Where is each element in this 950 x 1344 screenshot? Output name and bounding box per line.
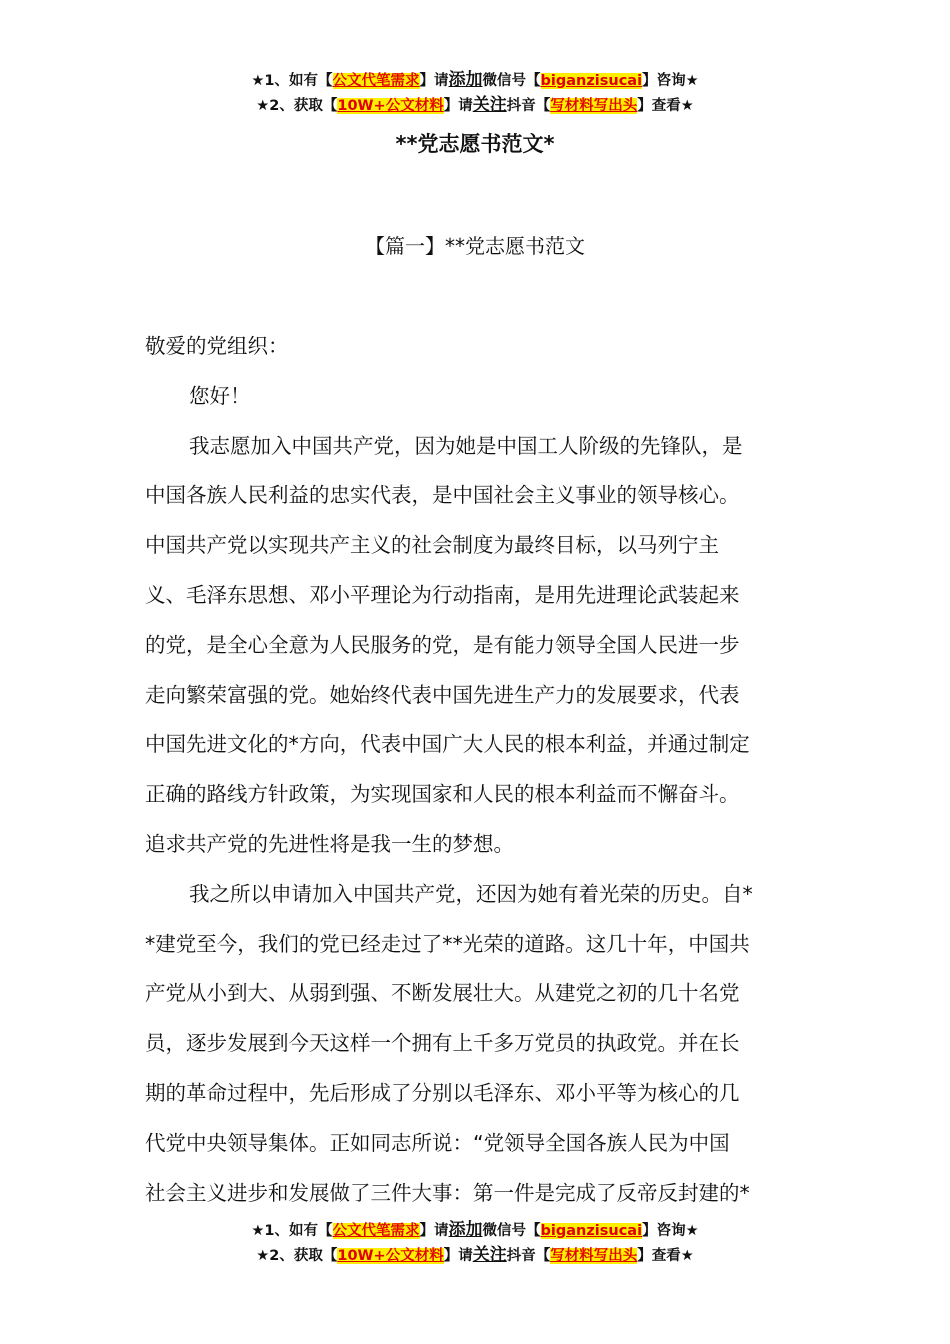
promo-emphasis: 添加 [448,1220,483,1240]
body-line: 追求共产党的先进性将是我一生的梦想。 [145,831,514,856]
body-line: 代党中央领导集体。正如同志所说：“党领导全国各族人民为中国 [145,1130,730,1155]
body-line: 社会主义进步和发展做了三件大事：第一件是完成了反帝反封建的* [145,1180,750,1205]
promo-highlight: 10W+公文材料 [337,98,444,114]
greeting: 您好！ [189,383,251,408]
body-line: 中国共产党以实现共产主义的社会制度为最终目标，以马列宁主 [145,533,719,558]
promo-highlight: 公文代笔需求 [332,1223,420,1239]
promo-text: 微信号【 [482,1223,541,1239]
body-line: 我之所以申请加入中国共产党，还因为她有着光荣的历史。自* [189,881,753,906]
promo-line-2 [0,1243,950,1268]
promo-text: ★2、获取【 [256,1248,338,1264]
promo-text: 】请 [419,1223,449,1239]
body-line: 期的革命过程中，先后形成了分别以毛泽东、邓小平等为核心的几 [145,1080,740,1105]
salutation: 敬爱的党组织： [145,334,289,358]
body-line: 中国先进文化的*方向，代表中国广大人民的根本利益，并通过制定 [145,732,750,757]
promo-text: ★2、获取【 [256,98,338,114]
promo-highlight: 写材料写出头 [550,1248,638,1264]
promo-line-1 [0,68,950,93]
promo-text: 抖音【 [506,98,551,114]
promo-emphasis: 关注 [472,95,507,115]
promo-emphasis: 关注 [472,1245,507,1265]
promo-highlight: biganzisucai [540,1223,643,1239]
promo-highlight: 公文代笔需求 [332,73,420,89]
promo-text: 】请 [443,98,473,114]
body-line: 走向繁荣富强的党。她始终代表中国先进生产力的发展要求，代表 [145,682,740,707]
promo-text: ★1、如有【 [251,73,333,89]
document-title: **党志愿书范文* [395,132,555,156]
body-line: *建党至今，我们的党已经走过了**光荣的道路。这几十年，中国共 [145,931,750,956]
promo-line-1 [0,1218,950,1243]
promo-highlight: 写材料写出头 [550,98,638,114]
promo-text: 】请 [443,1248,473,1264]
promo-text: 】查看★ [637,1248,694,1264]
body-line: 员，逐步发展到今天这样一个拥有上千多万党员的执政党。并在长 [145,1031,740,1056]
top-promo-banner [0,68,950,118]
promo-highlight: 10W+公文材料 [337,1248,444,1264]
body-line: 产党从小到大、从弱到强、不断发展壮大。从建党之初的几十名党 [145,981,740,1006]
promo-text: 微信号【 [482,73,541,89]
body-line: 义、毛泽东思想、邓小平理论为行动指南，是用先进理论武装起来 [145,582,740,607]
promo-text: 】咨询★ [642,73,699,89]
body-line: 中国各族人民利益的忠实代表，是中国社会主义事业的领导核心。 [145,483,740,508]
body-line: 我志愿加入中国共产党，因为她是中国工人阶级的先锋队，是 [189,433,743,458]
promo-highlight: biganzisucai [540,73,643,89]
promo-text: ★1、如有【 [251,1223,333,1239]
promo-line-2 [0,93,950,118]
promo-text: 】请 [419,73,449,89]
body-line: 的党，是全心全意为人民服务的党，是有能力领导全国人民进一步 [145,632,740,657]
promo-text: 】查看★ [637,98,694,114]
section-title: 【篇一】**党志愿书范文 [365,234,585,258]
promo-emphasis: 添加 [448,70,483,90]
document-body [145,322,809,1218]
promo-text: 抖音【 [506,1248,551,1264]
bottom-promo-banner [0,1218,950,1268]
promo-text: 】咨询★ [642,1223,699,1239]
body-line: 正确的路线方针政策，为实现国家和人民的根本利益而不懈奋斗。 [145,782,740,807]
